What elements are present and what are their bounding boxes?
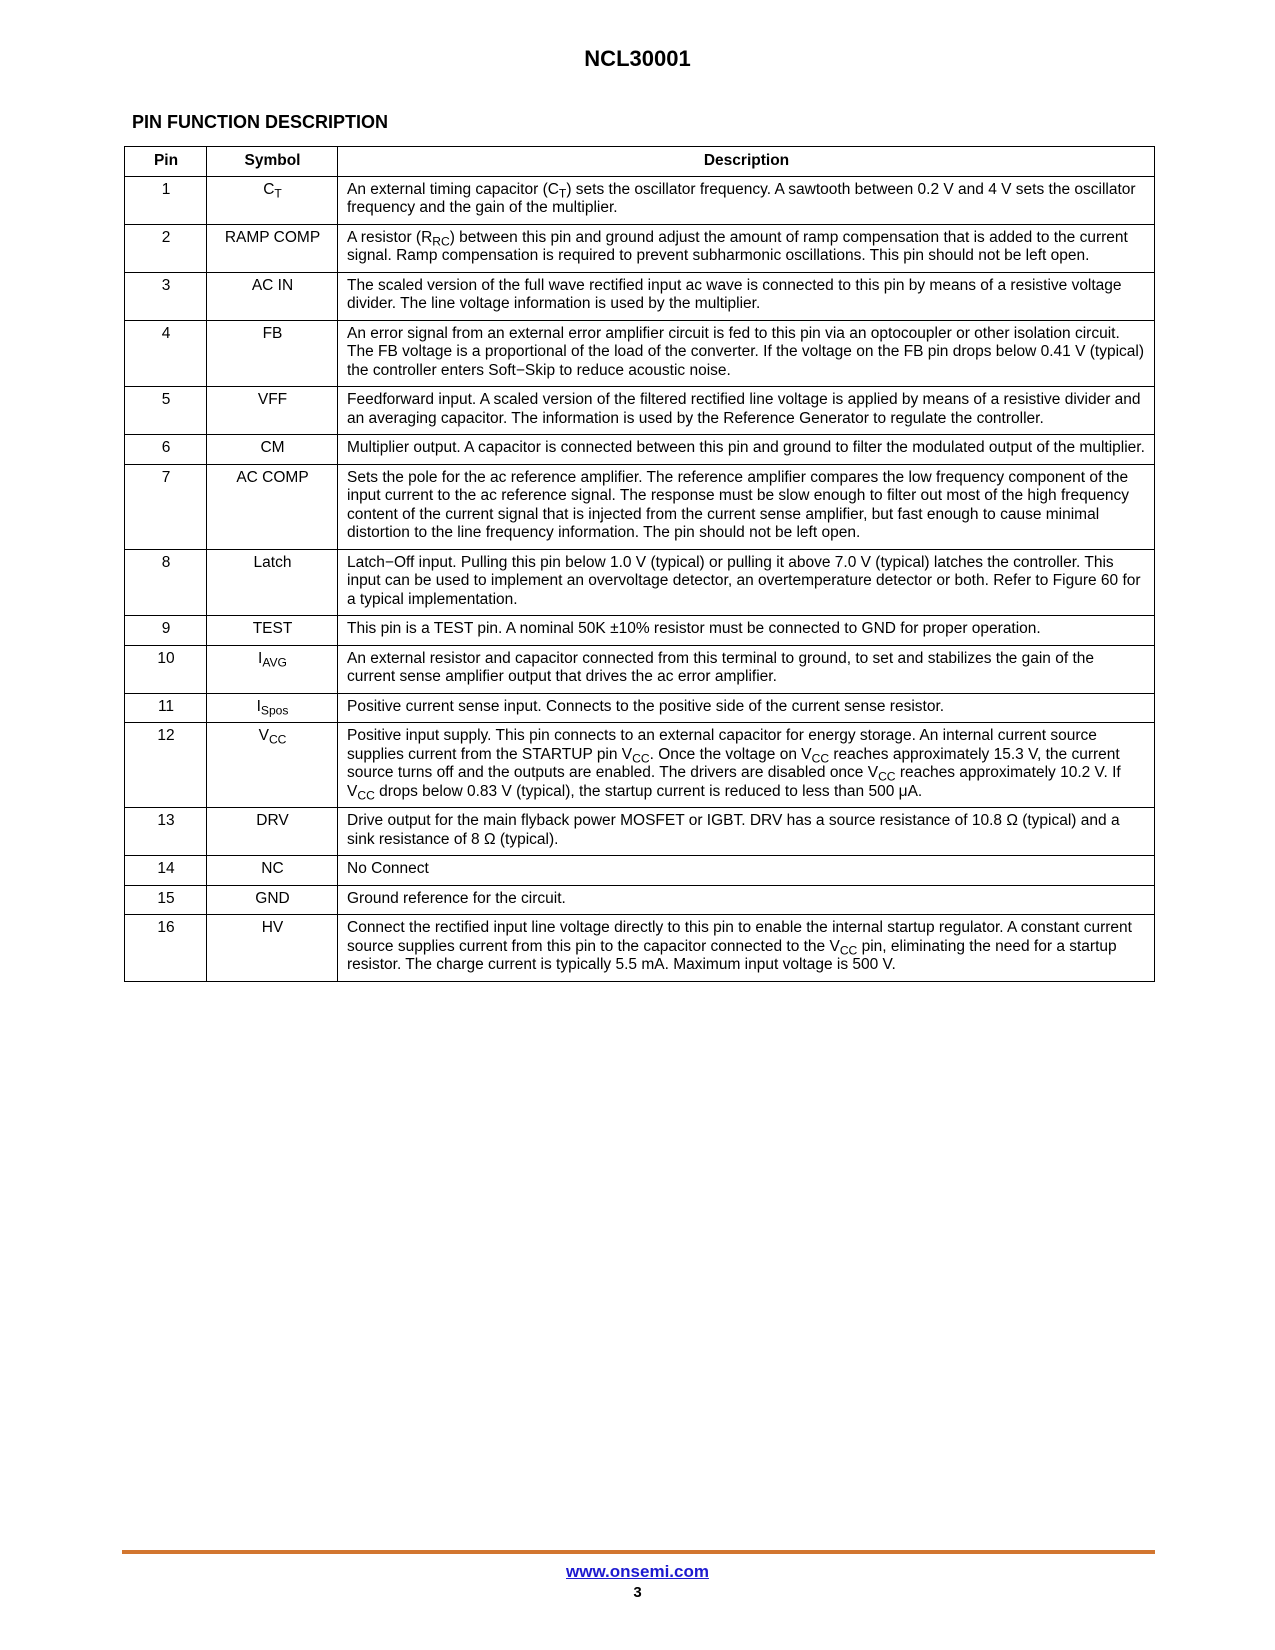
text-segment: VFF bbox=[257, 391, 288, 408]
table-row bbox=[125, 272, 1155, 320]
pin-symbol-cell bbox=[207, 320, 338, 387]
table-row bbox=[125, 616, 1155, 646]
text-segment: C bbox=[263, 180, 275, 198]
website-link[interactable]: www.onsemi.com bbox=[566, 1562, 709, 1581]
text-segment: Multiplier output. A capacitor is connected between this pin and ground to filter the modulated output of the multiplier. bbox=[347, 439, 1145, 456]
table-row bbox=[125, 176, 1155, 224]
pin-number-cell: 12 bbox=[125, 723, 207, 808]
pin-symbol-cell bbox=[207, 176, 338, 224]
subscript-text: CC bbox=[268, 732, 287, 747]
text-segment: Drive output for the main flyback power MOSFET or IGBT. DRV has a source resistance of 10.8 Ω (typical) and a sink resistance of 8 Ω (typical). bbox=[347, 812, 1120, 848]
pin-description-cell bbox=[338, 616, 1155, 646]
table-row bbox=[125, 693, 1155, 723]
table-header-row bbox=[125, 147, 1155, 177]
text-segment: Connect the rectified input line voltage directly to this pin to enable the internal startup regulator. A constant current source supplies current from this pin to the capacitor connected to the V bbox=[347, 919, 1132, 955]
pin-number-cell: 1 bbox=[125, 176, 207, 224]
pin-number-cell: 2 bbox=[125, 224, 207, 272]
pin-description-cell bbox=[338, 224, 1155, 272]
pin-number-cell: 11 bbox=[125, 693, 207, 723]
page-number: 3 bbox=[633, 1584, 642, 1601]
pin-number-cell: 4 bbox=[125, 320, 207, 387]
text-segment: AC COMP bbox=[236, 468, 309, 486]
text-segment: Positive current sense input. Connects to the positive side of the current sense resistor. bbox=[347, 697, 945, 715]
pin-number-cell: 13 bbox=[125, 808, 207, 856]
pin-description-cell bbox=[338, 693, 1155, 723]
header-pin: Pin bbox=[125, 147, 207, 177]
text-segment: Latch bbox=[253, 553, 292, 571]
pin-number-cell: 16 bbox=[125, 915, 207, 982]
pin-description-cell bbox=[338, 915, 1155, 982]
table-row bbox=[125, 435, 1155, 465]
pin-description-cell bbox=[338, 808, 1155, 856]
pin-number-cell: 7 bbox=[125, 464, 207, 549]
subscript-text: T bbox=[558, 186, 567, 201]
pin-description-cell bbox=[338, 387, 1155, 435]
table-body bbox=[125, 176, 1155, 981]
subscript-text: Spos bbox=[260, 703, 289, 718]
pin-function-table bbox=[124, 146, 1155, 982]
text-segment: GND bbox=[255, 889, 290, 907]
text-segment: CM bbox=[260, 439, 285, 456]
document-title: NCL30001 bbox=[584, 46, 691, 71]
pin-description-cell bbox=[338, 435, 1155, 465]
pin-number-cell: 8 bbox=[125, 549, 207, 616]
pin-symbol-cell bbox=[207, 915, 338, 982]
text-segment: TEST bbox=[252, 620, 293, 637]
pin-description-cell bbox=[338, 645, 1155, 693]
text-segment: pin, eliminating the need for a startup resistor. The charge current is typically 5.5 mA. Maximum input voltage is 500 V. bbox=[347, 937, 1117, 973]
table-row bbox=[125, 224, 1155, 272]
text-segment: Positive input supply. This pin connects to an external capacitor for energy storage. An internal current source supplies current from the STARTUP pin V bbox=[347, 727, 1097, 763]
text-segment: A resistor (R bbox=[347, 228, 433, 246]
pin-number-cell: 14 bbox=[125, 856, 207, 886]
pin-number-cell: 15 bbox=[125, 885, 207, 915]
table-row bbox=[125, 915, 1155, 982]
text-segment: AC IN bbox=[251, 276, 294, 294]
header-description: Description bbox=[338, 147, 1155, 177]
text-segment: ) sets the oscillator frequency. A sawtooth between 0.2 V and 4 V sets the oscillator frequency and the gain of the multiplier. bbox=[347, 180, 1136, 216]
subscript-text: CC bbox=[357, 788, 375, 803]
section-heading: PIN FUNCTION DESCRIPTION bbox=[132, 112, 389, 132]
table-row bbox=[125, 320, 1155, 387]
text-segment: V bbox=[258, 727, 269, 744]
pin-symbol-cell bbox=[207, 272, 338, 320]
text-segment: DRV bbox=[256, 812, 289, 829]
pin-symbol-cell bbox=[207, 549, 338, 616]
pin-symbol-cell bbox=[207, 885, 338, 915]
footer-rule bbox=[122, 1550, 1155, 1554]
pin-symbol-cell bbox=[207, 723, 338, 808]
pin-description-cell bbox=[338, 885, 1155, 915]
text-segment: ) between this pin and ground adjust the amount of ramp compensation that is added to the current signal. Ramp compensation is required to prevent subharmonic oscillations. This pin should not be left open. bbox=[347, 228, 1128, 264]
text-segment: I bbox=[258, 649, 263, 667]
pin-symbol-cell bbox=[207, 808, 338, 856]
text-segment: . Once the voltage on V bbox=[649, 745, 812, 763]
pin-number-cell: 10 bbox=[125, 645, 207, 693]
text-segment: NC bbox=[261, 860, 284, 877]
pin-symbol-cell bbox=[207, 645, 338, 693]
pin-symbol-cell bbox=[207, 464, 338, 549]
text-segment: This pin is a TEST pin. A nominal 50K ±10% resistor must be connected to GND for proper operation. bbox=[347, 620, 1041, 637]
text-segment: FB bbox=[262, 324, 283, 342]
pin-description-cell bbox=[338, 856, 1155, 886]
text-segment: An external resistor and capacitor connected from this terminal to ground, to set and stabilizes the gain of the current sense amplifier output that drives the ac error amplifier. bbox=[347, 649, 1094, 685]
text-segment: Feedforward input. A scaled version of the filtered rectified line voltage is applied by means of a resistive divider and an averaging capacitor. The information is used by the Reference Generator to regulate the controller. bbox=[347, 391, 1141, 427]
pin-description-cell bbox=[338, 272, 1155, 320]
pin-number-cell: 3 bbox=[125, 272, 207, 320]
text-segment: RAMP COMP bbox=[224, 228, 321, 246]
table-row bbox=[125, 808, 1155, 856]
pin-symbol-cell bbox=[207, 435, 338, 465]
pin-symbol-cell bbox=[207, 224, 338, 272]
pin-number-cell: 5 bbox=[125, 387, 207, 435]
pin-symbol-cell bbox=[207, 693, 338, 723]
subscript-text: CC bbox=[632, 751, 650, 766]
table-row bbox=[125, 387, 1155, 435]
pin-symbol-cell bbox=[207, 387, 338, 435]
table-row bbox=[125, 464, 1155, 549]
subscript-text: RC bbox=[432, 234, 450, 249]
pin-description-cell bbox=[338, 176, 1155, 224]
subscript-text: CC bbox=[839, 943, 858, 958]
header-symbol: Symbol bbox=[207, 147, 338, 177]
subscript-text: CC bbox=[878, 769, 896, 784]
table-row bbox=[125, 723, 1155, 808]
pin-description-cell bbox=[338, 723, 1155, 808]
text-segment: No Connect bbox=[347, 860, 429, 877]
text-segment: Sets the pole for the ac reference amplifier. The reference amplifier compares the low frequency component of the input current to the ac reference signal. The response must be slow enough to filter out most of the high frequency content of the current signal that is injected from the current sense amplifier, but fast enough to cause minimal distortion to the line frequency information. The pin should not be left open. bbox=[347, 468, 1130, 541]
text-segment: Ground reference for the circuit. bbox=[347, 889, 566, 907]
text-segment: Latch−Off input. Pulling this pin below 1.0 V (typical) or pulling it above 7.0 V (typical) latches the controller. This input can be used to implement an overvoltage detector, an overtemperature detector or both. Refer to Figure 60 for a typical implementation. bbox=[347, 553, 1141, 608]
subscript-text: T bbox=[274, 186, 282, 201]
pin-description-cell bbox=[338, 464, 1155, 549]
table-row bbox=[125, 885, 1155, 915]
text-segment: HV bbox=[261, 919, 284, 936]
footer-link-container bbox=[0, 1562, 1275, 1582]
text-segment: I bbox=[256, 697, 261, 715]
text-segment: An error signal from an external error amplifier circuit is fed to this pin via an optocoupler or other isolation circuit. The FB voltage is a proportional of the load of the converter. If the voltage on the FB pin drops below 0.41 V (typical) the controller enters Soft−Skip to reduce acoustic noise. bbox=[347, 324, 1144, 379]
text-segment: An external timing capacitor (C bbox=[347, 180, 559, 198]
table-row bbox=[125, 645, 1155, 693]
pin-symbol-cell bbox=[207, 616, 338, 646]
pin-number-cell: 6 bbox=[125, 435, 207, 465]
text-segment: reaches approximately 15.3 V, the current source turns off and the outputs are enabled. The drivers are disabled once V bbox=[347, 745, 1120, 781]
pin-symbol-cell bbox=[207, 856, 338, 886]
pin-description-cell bbox=[338, 549, 1155, 616]
text-segment: The scaled version of the full wave rectified input ac wave is connected to this pin by means of a resistive voltage divider. The line voltage information is used by the multiplier. bbox=[347, 276, 1122, 312]
subscript-text: CC bbox=[811, 751, 830, 766]
text-segment: reaches approximately 10.2 V. If V bbox=[347, 764, 1121, 800]
pin-description-cell bbox=[338, 320, 1155, 387]
table-row bbox=[125, 856, 1155, 886]
text-segment: drops below 0.83 V (typical), the startup current is reduced to less than 500 μA. bbox=[374, 782, 923, 800]
subscript-text: AVG bbox=[262, 655, 287, 670]
table-row bbox=[125, 549, 1155, 616]
pin-number-cell: 9 bbox=[125, 616, 207, 646]
